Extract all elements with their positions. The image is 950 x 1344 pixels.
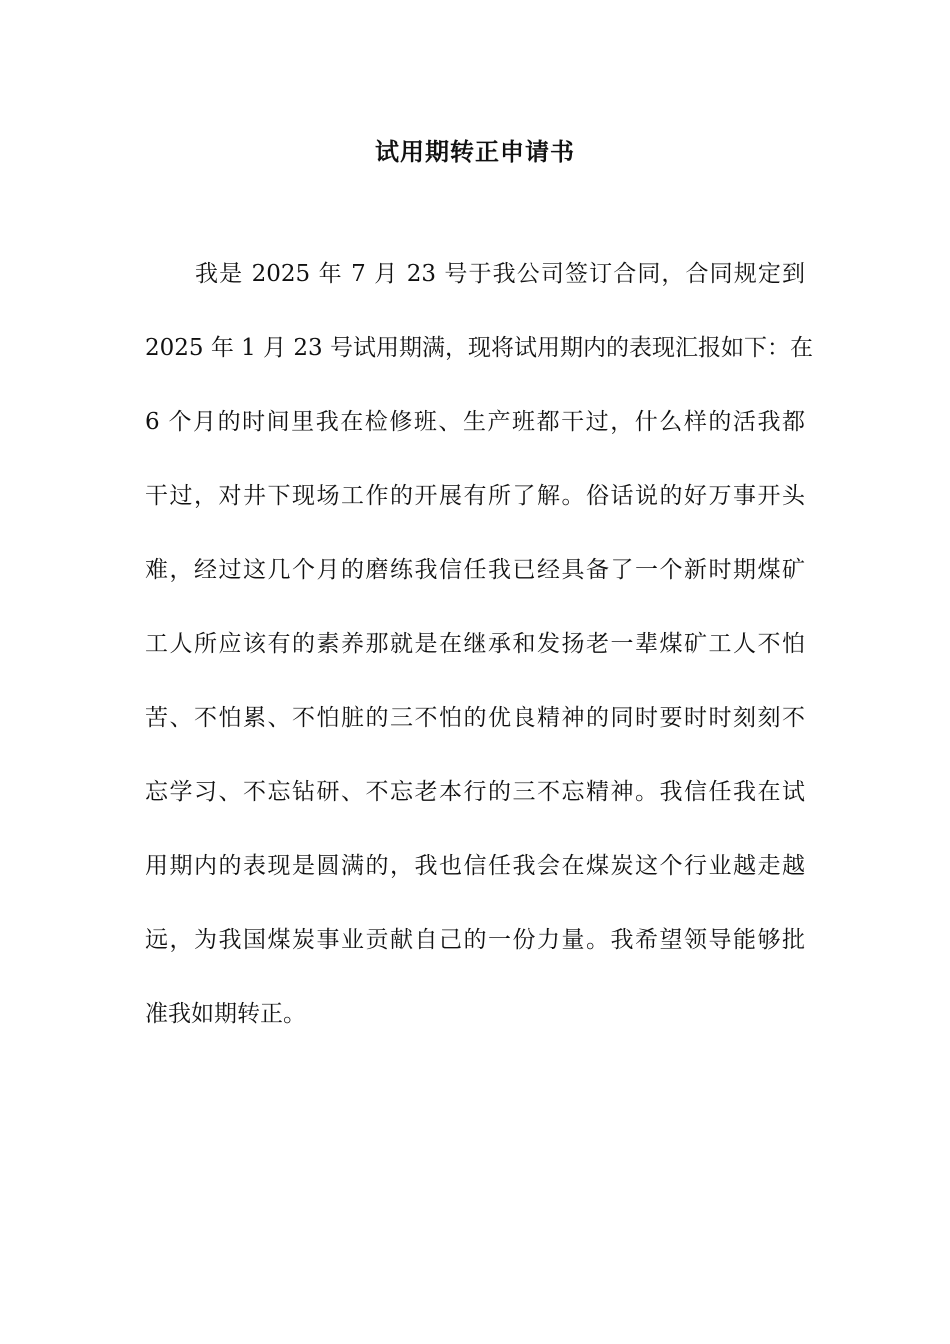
body-line-10: 远，为我国煤炭事业贡献自己的一份力量。我希望领导能够批 xyxy=(145,927,805,953)
body-line-4: 干过，对井下现场工作的开展有所了解。俗话说的好万事开头 xyxy=(145,483,805,509)
document-body xyxy=(145,254,813,1068)
body-line-6: 工人所应该有的素养那就是在继承和发扬老一辈煤矿工人不怕 xyxy=(145,631,805,657)
document-title: 试用期转正申请书 xyxy=(375,138,575,166)
body-line-9: 用期内的表现是圆满的，我也信任我会在煤炭这个行业越走越 xyxy=(145,853,805,879)
body-line-3: 6 个月的时间里我在检修班、生产班都干过，什么样的活我都 xyxy=(145,409,805,435)
body-line-2: 2025 年 1 月 23 号试用期满，现将试用期内的表现汇报如下：在 xyxy=(145,335,813,361)
body-line-5: 难，经过这几个月的磨练我信任我已经具备了一个新时期煤矿 xyxy=(145,557,805,583)
body-line-11: 准我如期转正。 xyxy=(145,1001,306,1027)
body-line-8: 忘学习、不忘钻研、不忘老本行的三不忘精神。我信任我在试 xyxy=(145,779,805,805)
body-line-7: 苦、不怕累、不怕脏的三不怕的优良精神的同时要时时刻刻不 xyxy=(145,705,805,731)
body-line-1: 我是 2025 年 7 月 23 号于我公司签订合同，合同规定到 xyxy=(195,261,805,287)
